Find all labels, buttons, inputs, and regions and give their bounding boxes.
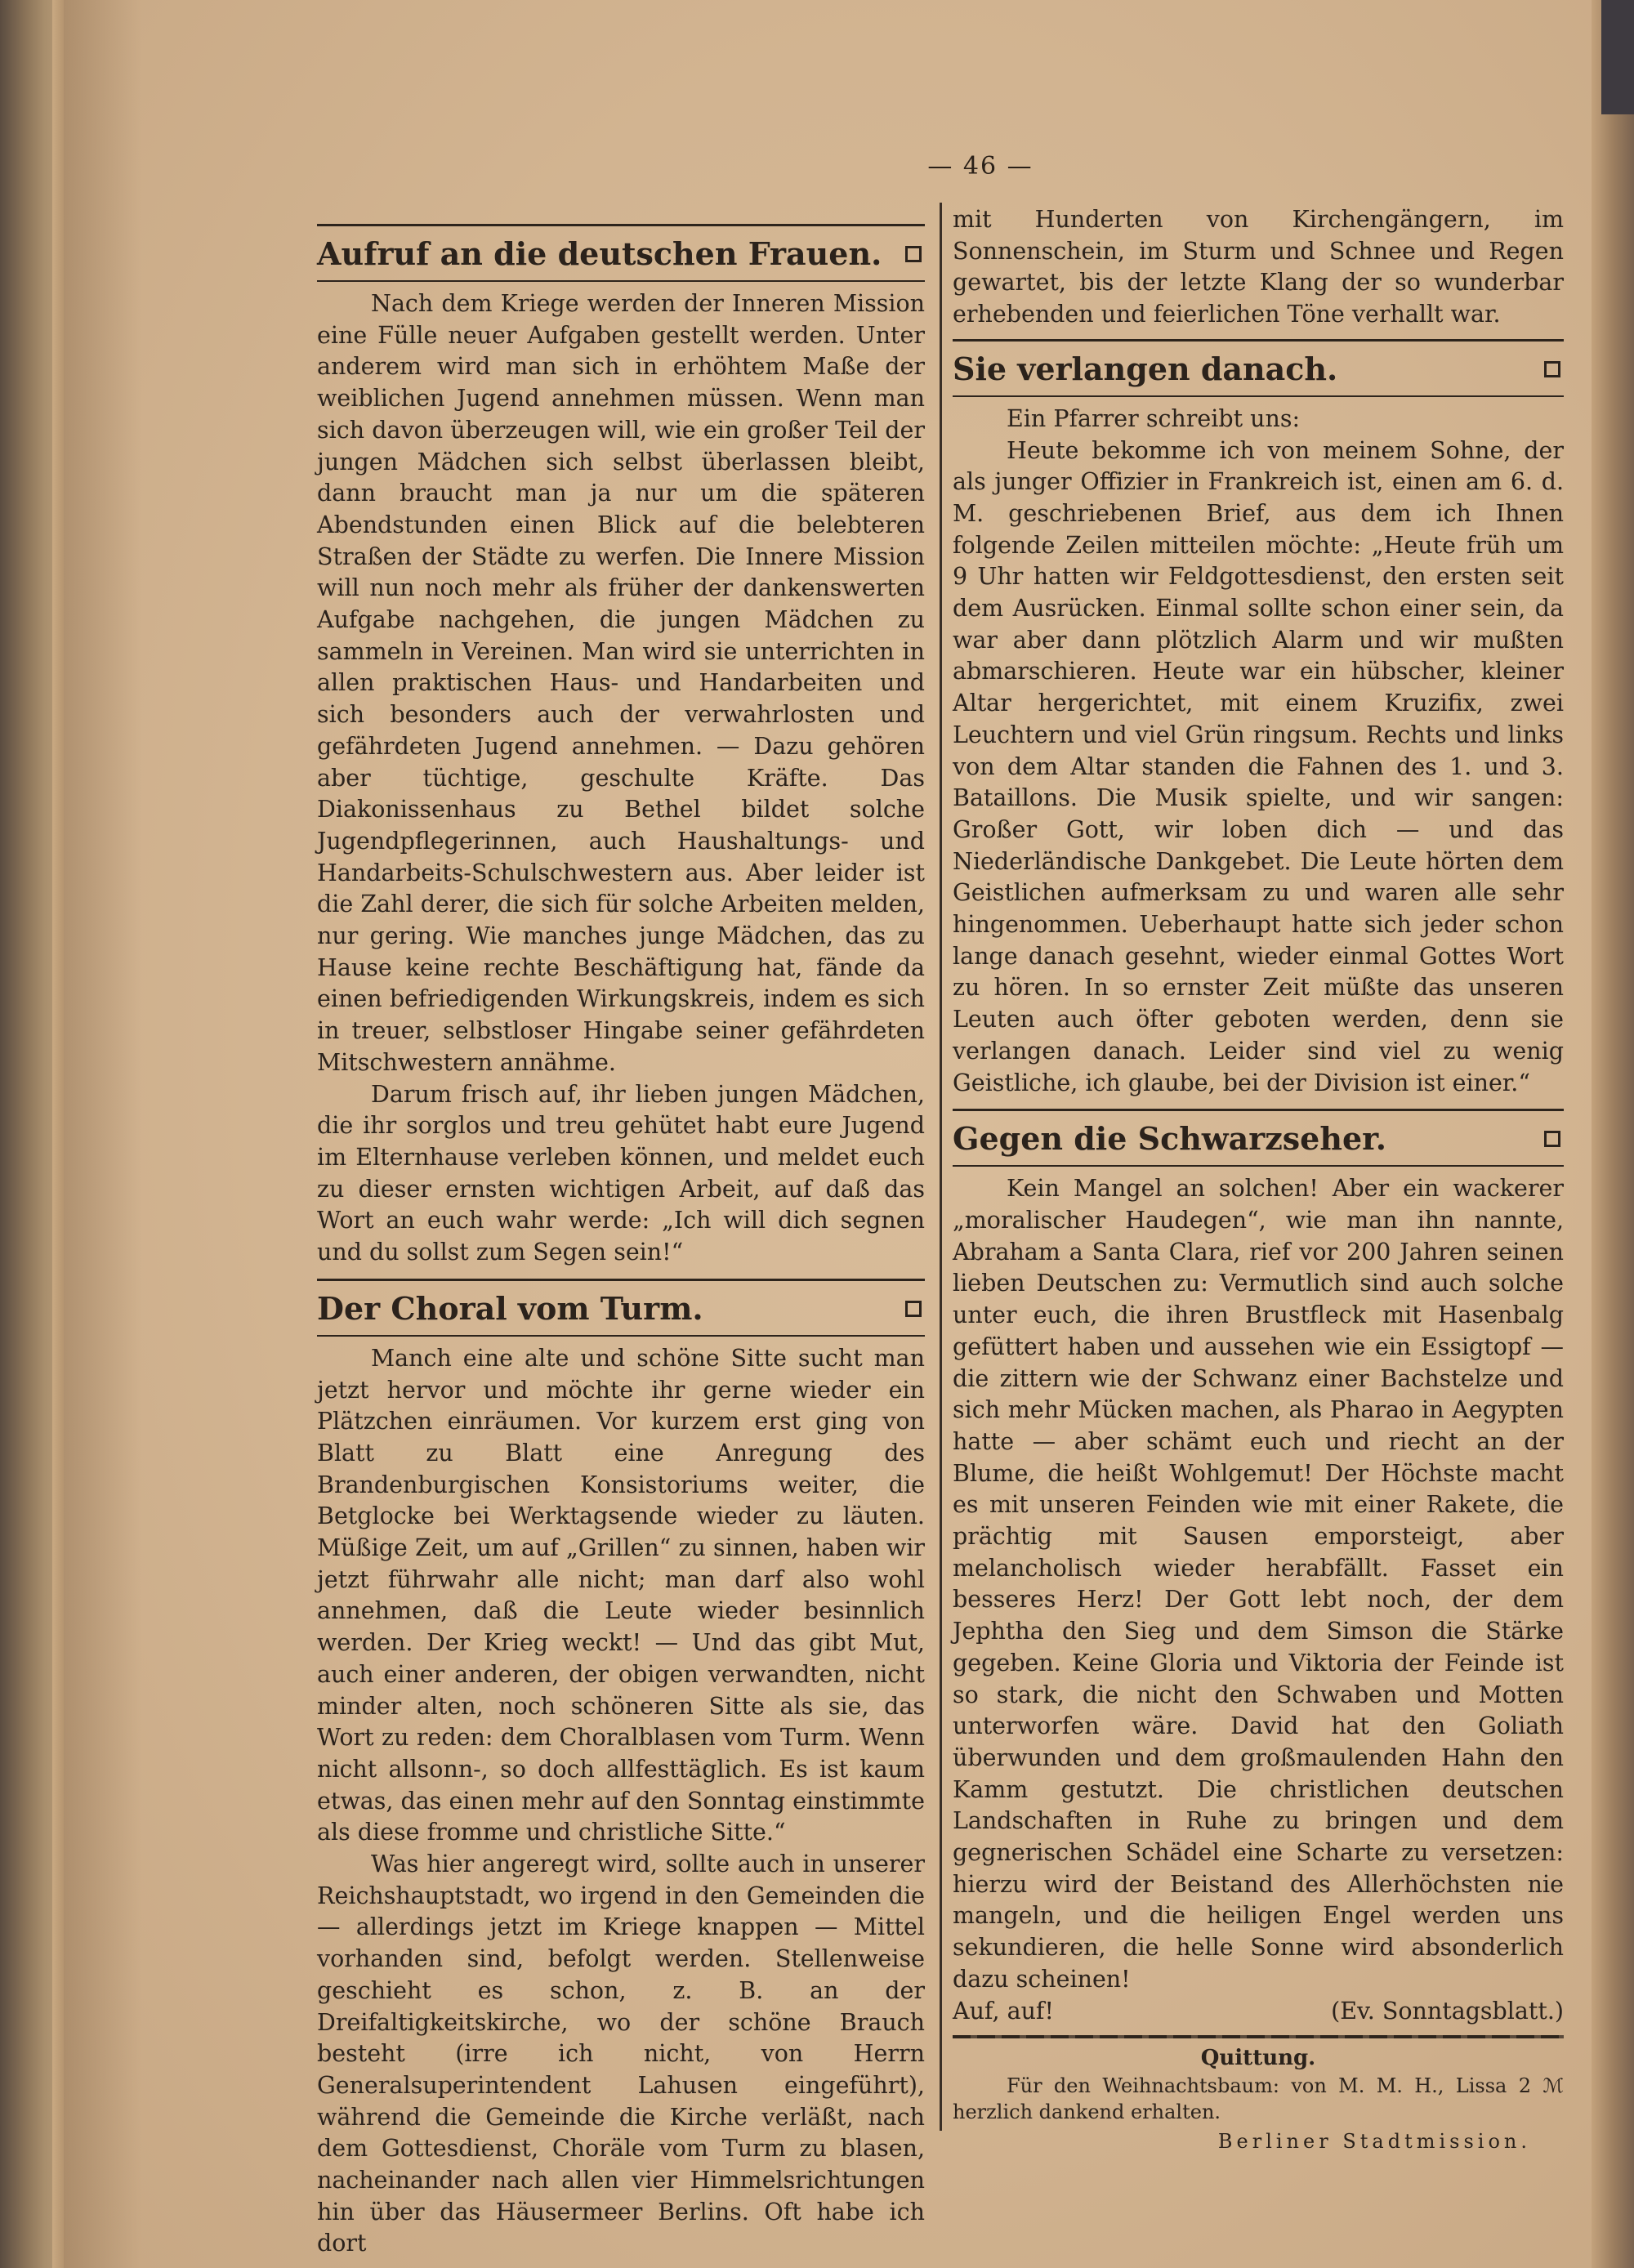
- rule: [953, 339, 1564, 342]
- rule-top: [317, 224, 925, 226]
- page-edge: [1592, 0, 1634, 2268]
- square-bullet-icon: [1544, 361, 1560, 377]
- receipt-signature: Berliner Stadtmission.: [1217, 2130, 1531, 2154]
- rule: [317, 280, 925, 282]
- paragraph: Nach dem Kriege werden der Inneren Mission eine Fülle neuer Aufgaben gestellt werden. Unter anderem wird man sich in erhöhtem Maße der weiblichen Jugend annehmen müssen. Wenn man sich davon überzeugen will, wie ein großer Teil der jungen Mädchen sich selbst überlassen bleibt, dann braucht man ja nur um die späteren Abendstunden einen Blick auf die belebteren Straßen der Städte zu werfen. Die Innere Mission will nun noch mehr als früher der dankenswerten Aufgabe nachgehen, die jungen Mädchen zu sammeln in Vereinen. Man wird sie unterrichten in allen praktischen Haus- und Handarbeiten und sich besonders auch der verwahrlosten und gefährdeten Jugend annehmen. — Dazu gehören aber tüchtige, geschulte Kräfte. Das Diakonissenhaus zu Bethel bildet solche Jugendpflegerinnen, auch Haushaltungs- und Handarbeits-Schulschwestern aus. Aber leider ist die Zahl derer, die sich für solche Arbeiten melden, nur gering. Wie manches junge Mädchen, das zu Hause keine rechte Beschäftigung hat, fände da einen befriedigenden Wirkungskreis, indem es sich in treuer, selbstloser Hingabe seiner gefährdeten Mitschwestern annähme.: [317, 290, 925, 1076]
- paragraph: Manch eine alte und schöne Sitte sucht man jetzt hervor und möchte ihr gerne wieder ein Plätzchen einräumen. Vor kurzem erst ging von Blatt zu Blatt eine Anregung des Brandenburgischen Konsistoriums weiter, die Betglocke bei Werktagsende wieder zu läuten. Müßige Zeit, um auf „Grillen“ zu sinnen, haben wir jetzt führwahr alle nicht; man darf also wohl annehmen, daß die Leute wieder besinnlich werden. Der Krieg weckt! — Und das gibt Mut, auch einer anderen, der obigen verwandten, nicht minder alten, noch schöneren Sitte als sie, das Wort zu reden: dem Choralblasen vom Turm. Wenn nicht allsonn-, so doch allfesttäglich. Es ist kaum etwas, das einen mehr auf den Sonntag einstimmte als diese fromme und christliche Sitte.“: [317, 1344, 925, 1846]
- rule: [953, 1109, 1564, 1111]
- closing-words: Auf, auf!: [953, 1997, 1054, 2025]
- article-title: Aufruf an die deutschen Frauen.: [317, 235, 882, 272]
- receipt-body: Für den Weihnachtsbaum: von M. M. H., Lissa 2 ℳ herzlich dankend erhalten.: [953, 2074, 1564, 2124]
- right-column: [953, 204, 1564, 2154]
- page-number: — 46 —: [927, 152, 1034, 181]
- rule: [317, 1335, 925, 1337]
- square-bullet-icon: [905, 246, 922, 262]
- paragraph: Ein Pfarrer schreibt uns:: [1007, 404, 1301, 432]
- source-line: [953, 1996, 1564, 2028]
- article-heading: [953, 348, 1564, 391]
- paragraph: mit Hunderten von Kirchengängern, im Sonnenschein, im Sturm und Schnee und Regen gewartet, bis der letzte Klang der so wunderbar erhebenden und feierlichen Töne verhallt war.: [953, 206, 1564, 328]
- square-bullet-icon: [1544, 1131, 1560, 1147]
- article-heading: [317, 1288, 925, 1330]
- article-title: Der Choral vom Turm.: [317, 1289, 703, 1327]
- rule: [317, 1279, 925, 1281]
- wavy-rule: [953, 2035, 1564, 2038]
- book-binding: [0, 0, 64, 2268]
- article-heading: [953, 1118, 1564, 1160]
- left-column: [317, 219, 925, 2260]
- receipt-title: Quittung.: [1200, 2046, 1316, 2071]
- rule: [953, 395, 1564, 397]
- paragraph: Was hier angeregt wird, sollte auch in unserer Reichshauptstadt, wo irgend in den Gemeinden die — allerdings jetzt im Kriege knappen — Mittel vorhanden sind, befolgt werden. Stellenweise geschieht es schon, z. B. an der Dreifaltigkeitskirche, wo der schöne Brauch besteht (irre ich nicht, von Herrn Generalsuperintendent Lahusen eingeführt), während die Gemeinde die Kirche verläßt, nach dem Gottesdienst, Choräle vom Turm zu blasen, nacheinander nach allen vier Himmelsrichtungen hin über das Häusermeer Berlins. Oft habe ich dort: [317, 1851, 925, 2257]
- square-bullet-icon: [905, 1301, 922, 1317]
- column-divider: [940, 203, 942, 2131]
- paragraph: Kein Mangel an solchen! Aber ein wackerer „moralischer Haudegen“, wie man ihn nannte, Abraham a Santa Clara, rief vor 200 Jahren seinen lieben Deutschen zu: Vermutlich sind auch solche unter euch, die ihren Brustfleck mit Hasenbalg gefüttert haben und aussehen wie ein Essigtopf — die zittern wie der Schwanz einer Bachstelze und sich mehr Mücken machen, als Pharao in Aegypten hatte — aber schämt euch und riecht an der Blume, die heißt Wohlgemut! Der Höchste macht es mit unseren Feinden wie mit einer Rakete, die prächtig mit Sausen emporsteigt, aber melancholisch wieder herabfällt. Fasset ein besseres Herz! Der Gott lebt noch, der dem Jephtha den Sieg und dem Simson die Stärke gegeben. Keine Gloria und Viktoria der Feinde ist so stark, die nicht den Schwaben und Motten unterworfen wäre. David hat den Goliath überwunden und dem großmaulenden Hahn den Kamm gestutzt. Die christlichen deutschen Landschaften in Ruhe zu bringen und dem gegnerischen Schädel eine Scharte zu versetzen: hierzu wird der Beistand des Allerhöchsten nie mangeln, und die heiligen Engel werden uns sekundieren, die helle Sonne wird absonderlich dazu scheinen!: [953, 1175, 1564, 1993]
- source-credit: (Ev. Sonntagsblatt.): [1331, 1997, 1564, 2025]
- binding-tab: [1601, 0, 1634, 114]
- paragraph: Darum frisch auf, ihr lieben jungen Mädchen, die ihr sorglos und treu gehütet habt eure Jugend im Elternhause verleben können, und meldet euch zu dieser ernsten wichtigen Arbeit, auf daß das Wort an euch wahr werde: „Ich will dich segnen und du sollst zum Segen sein!“: [317, 1080, 925, 1266]
- rule: [953, 1165, 1564, 1167]
- receipt: [953, 2045, 1564, 2154]
- article-title: Gegen die Schwarzseher.: [953, 1120, 1386, 1158]
- article-title: Sie verlangen danach.: [953, 350, 1338, 387]
- article-heading: [317, 233, 925, 275]
- paragraph: Heute bekomme ich von meinem Sohne, der als junger Offizier in Frankreich ist, einen am 6. d. M. geschriebenen Brief, aus dem ich Ihnen folgende Zeilen mitteilen möchte: „Heute früh um 9 Uhr hatten wir Feldgottesdienst, den ersten seit dem Ausrücken. Einmal sollte schon einer sein, da war aber dann plötzlich Alarm und wir mußten abmarschieren. Heute war ein hübscher, kleiner Altar hergerichtet, mit einem Kruzifix, zwei Leuchtern und viel Grün ringsum. Rechts und links von dem Altar standen die Fahnen des 1. und 3. Bataillons. Die Musik spielte, und wir sangen: Großer Gott, wir loben dich — und das Niederländische Dankgebet. Die Leute hörten dem Geistlichen aufmerksam zu und waren alle sehr hingenommen. Ueberhaupt hatte sich jeder schon lange danach gesehnt, wieder einmal Gottes Wort zu hören. In so ernster Zeit müßte das unseren Leuten auch öfter geboten werden, denn sie verlangen danach. Leider sind viel zu wenig Geistliche, ich glaube, bei der Division ist einer.“: [953, 436, 1564, 1096]
